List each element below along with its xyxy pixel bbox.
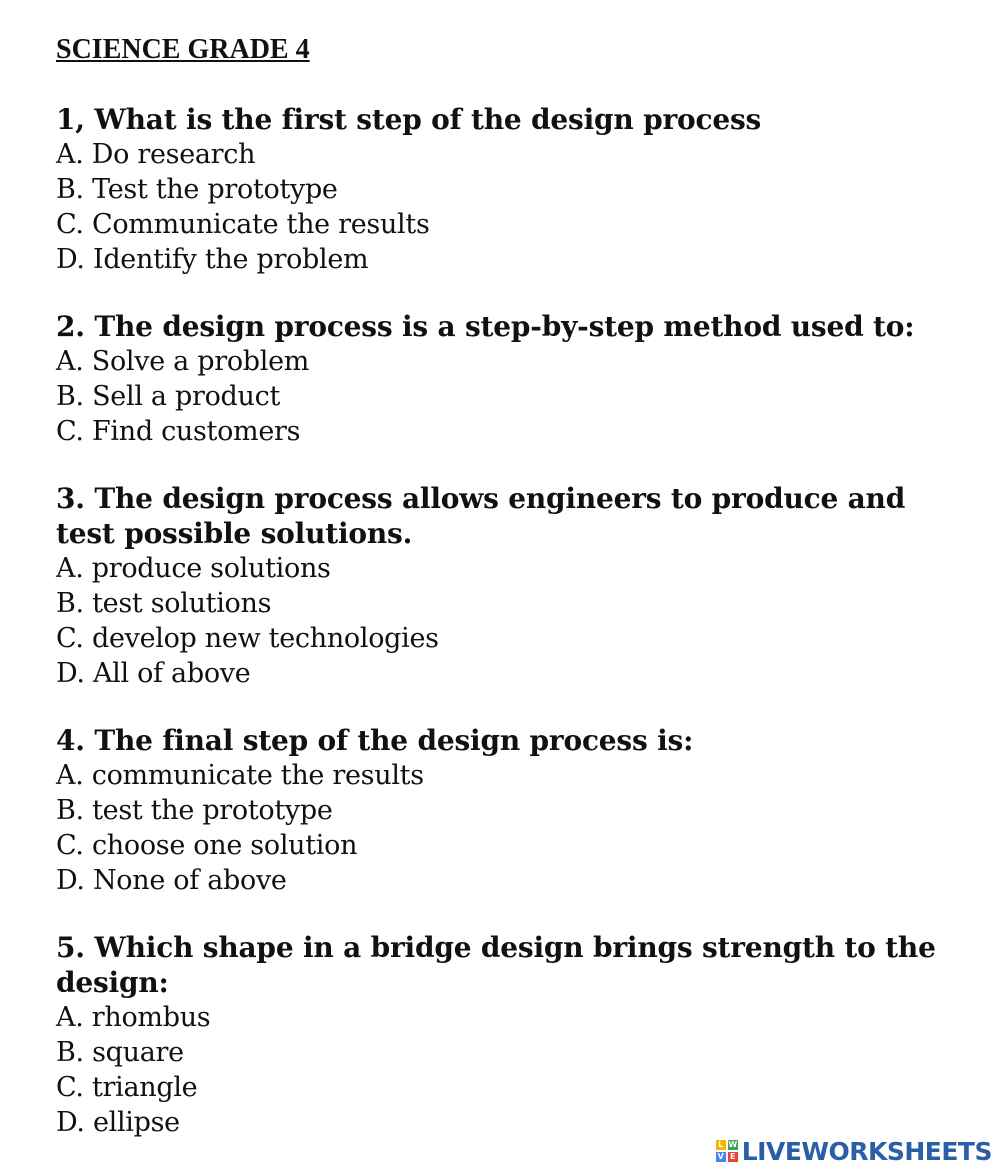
liveworksheets-logo-icon: [716, 1140, 738, 1162]
option-a[interactable]: A. Solve a problem: [56, 346, 310, 377]
question-text: 2. The design process is a step-by-step method used to:: [56, 310, 915, 343]
option-list: [56, 551, 956, 691]
option-d[interactable]: D. Identify the problem: [56, 244, 369, 275]
option-c[interactable]: C. develop new technologies: [56, 623, 439, 654]
logo-cell: E: [728, 1152, 738, 1162]
option-c[interactable]: C. Find customers: [56, 416, 301, 447]
option-list: [56, 1000, 956, 1140]
brand-name: LIVEWORKSHEETS: [741, 1136, 992, 1166]
question-text: 3. The design process allows engineers to produce and test possible solutions.: [56, 482, 906, 550]
worksheet: [56, 30, 956, 1172]
liveworksheets-brand: [716, 1136, 992, 1166]
page-title: SCIENCE GRADE 4: [56, 34, 310, 65]
question-1: [56, 102, 956, 277]
option-b[interactable]: B. Sell a product: [56, 381, 281, 412]
option-a[interactable]: A. produce solutions: [56, 553, 331, 584]
option-d[interactable]: D. ellipse: [56, 1107, 180, 1138]
logo-cell: V: [717, 1152, 724, 1161]
logo-cell: L: [716, 1140, 726, 1150]
option-b[interactable]: B. test solutions: [56, 588, 272, 619]
question-2: [56, 309, 956, 449]
option-b[interactable]: B. Test the prototype: [56, 174, 338, 205]
option-d[interactable]: D. All of above: [56, 658, 251, 689]
question-5: [56, 930, 956, 1140]
option-a[interactable]: A. communicate the results: [56, 760, 424, 791]
question-text: 4. The final step of the design process is:: [56, 724, 694, 757]
option-d[interactable]: D. None of above: [56, 865, 287, 896]
option-c[interactable]: C. triangle: [56, 1072, 198, 1103]
option-b[interactable]: B. square: [56, 1037, 184, 1068]
option-list: [56, 137, 956, 277]
option-list: [56, 758, 956, 898]
question-4: [56, 723, 956, 898]
question-text: 1, What is the first step of the design process: [56, 103, 762, 136]
logo-cell: W: [728, 1140, 738, 1149]
option-a[interactable]: A. Do research: [56, 139, 256, 170]
option-c[interactable]: C. choose one solution: [56, 830, 358, 861]
option-b[interactable]: B. test the prototype: [56, 795, 333, 826]
question-text: 5. Which shape in a bridge design brings strength to the design:: [56, 931, 936, 999]
option-c[interactable]: C. Communicate the results: [56, 209, 430, 240]
option-a[interactable]: A. rhombus: [56, 1002, 211, 1033]
option-list: [56, 344, 956, 449]
question-3: [56, 481, 956, 691]
